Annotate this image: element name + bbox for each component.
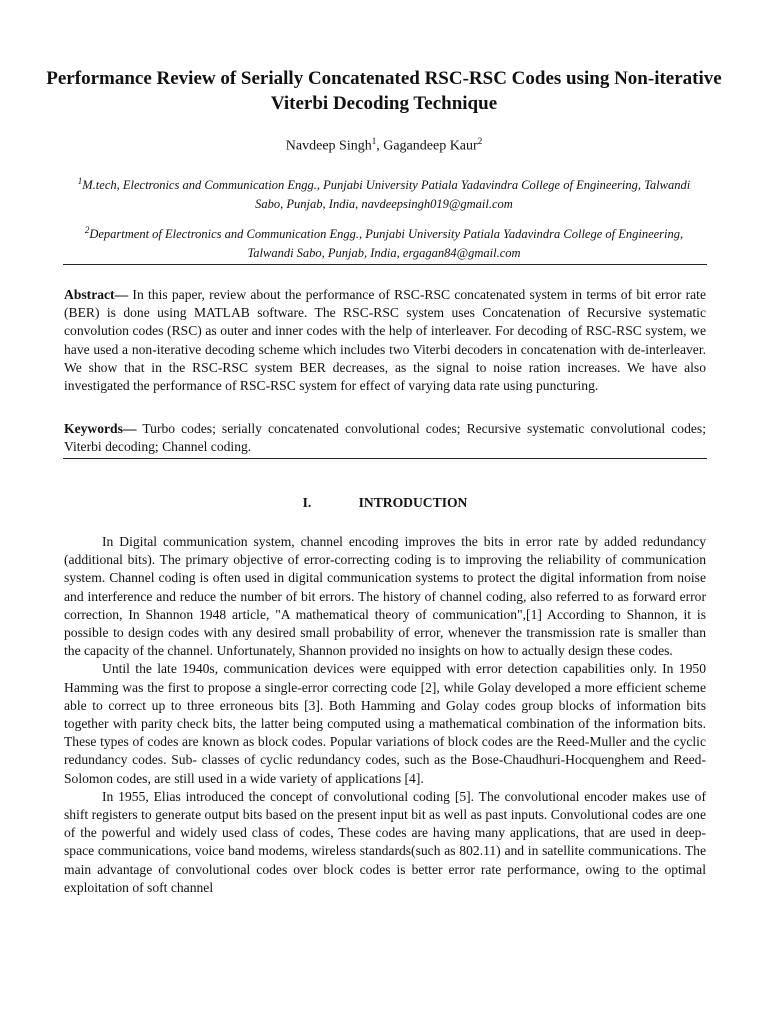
affiliation-mark: 2: [477, 136, 483, 146]
body-paragraph: In Digital communication system, channel encoding improves the bits in error rate by added redundancy (additional bits). The primary objective of error-correcting coding is to improving the reliability of communication system. Channel coding is often used in digital communication systems to protect the digital information from noise and interference and reduce the number of bit errors. The history of channel coding, also referred to as forward error correction, In Shannon 1948 article, "A mathematical theory of communication",[1] According to Shannon, it is possible to design codes with any desired small probability of error, whenever the transmission rate is smaller than the capacity of the channel. Unfortunately, Shannon provided no insights on how to actually design these codes.: [64, 534, 706, 659]
section-title: INTRODUCTION: [358, 495, 468, 510]
affiliation-text: M.tech, Electronics and Communication Engg., Punjabi University Patiala Yadavindra College of Engineering, Talwandi Sabo, Punjab, India, navdeepsingh019@gmail.com: [82, 178, 691, 212]
abstract: [64, 286, 706, 395]
keywords-label: Keywords—: [64, 421, 137, 436]
section-number: I.: [302, 495, 312, 510]
paper-title: Performance Review of Serially Concatenated RSC-RSC Codes using Non-iterative Viterbi Decoding Technique: [46, 68, 722, 114]
body-text: [64, 533, 706, 897]
keywords: [64, 420, 706, 456]
author-list: Navdeep Singh$^1$, Gagandeep Kaur$^2$: [285, 136, 483, 154]
abstract-label: Abstract—: [64, 287, 129, 302]
affiliation-mark: 1: [77, 176, 83, 186]
affiliation-mark: 1: [371, 136, 377, 146]
keywords-text: Turbo codes; serially concatenated convolutional codes; Recursive systematic convolutional codes; Viterbi decoding; Channel coding.: [64, 421, 706, 455]
divider: [63, 264, 707, 265]
affiliation-2: [70, 221, 698, 263]
body-paragraph: Until the late 1940s, communication devices were equipped with error detection capabilities only. In 1950 Hamming was the first to propose a single-error correcting code [2], while Golay developed a more efficient scheme able to correct up to three erroneous bits [3]. Both Hamming and Golay codes group blocks of information bits together with parity check bits, the latter being computed using a mathematical combination of the information bits. These types of codes are known as block codes. Popular variations of block codes are the Reed-Muller and the cyclic redundancy codes. Sub- classes of cyclic redundancy codes, such as the Bose-Chaudhuri-Hocquenghem and Reed-Solomon codes, are still used in a wide variety of applications [4].: [64, 661, 706, 786]
abstract-text: In this paper, review about the performance of RSC-RSC concatenated system in terms of bit error rate (BER) is done using MATLAB software. The RSC-RSC system uses Concatenation of Recursive systematic convolution codes (RSC) as outer and inner codes with the help of interleaver. For decoding of RSC-RSC system, we have used a non-iterative decoding scheme which includes two Viterbi decoders in concatenation with de-interleaver. We show that in the RSC-RSC system BER decreases, as the signal to noise ration increases. We have also investigated the performance of RSC-RSC system for effect of varying data rate using puncturing.: [64, 287, 706, 394]
author-name: Navdeep Singh: [285, 138, 372, 154]
affiliation-1: [70, 172, 698, 214]
author-name: Gagandeep Kaur: [383, 138, 478, 154]
body-paragraph: In 1955, Elias introduced the concept of convolutional coding [5]. The convolutional encoder makes use of shift registers to generate output bits based on the present input bit as well as past inputs. Convolutional codes are one of the powerful and widely used class of codes, These codes are having many applications, that are used in deep-space communications, voice band modems, wireless standards(such as 802.11) and in satellite communications. The main advantage of convolutional codes over block codes is better error rate performance, owing to the optimal exploitation of soft channel: [64, 788, 706, 895]
divider: [63, 458, 707, 459]
affiliation-mark: 2: [84, 225, 90, 235]
section-heading: [64, 495, 706, 511]
affiliation-text: Department of Electronics and Communication Engg., Punjabi University Patiala Yadavindra College of Engineering, Talwandi Sabo, Punjab, India, ergagan84@gmail.com: [89, 227, 684, 261]
